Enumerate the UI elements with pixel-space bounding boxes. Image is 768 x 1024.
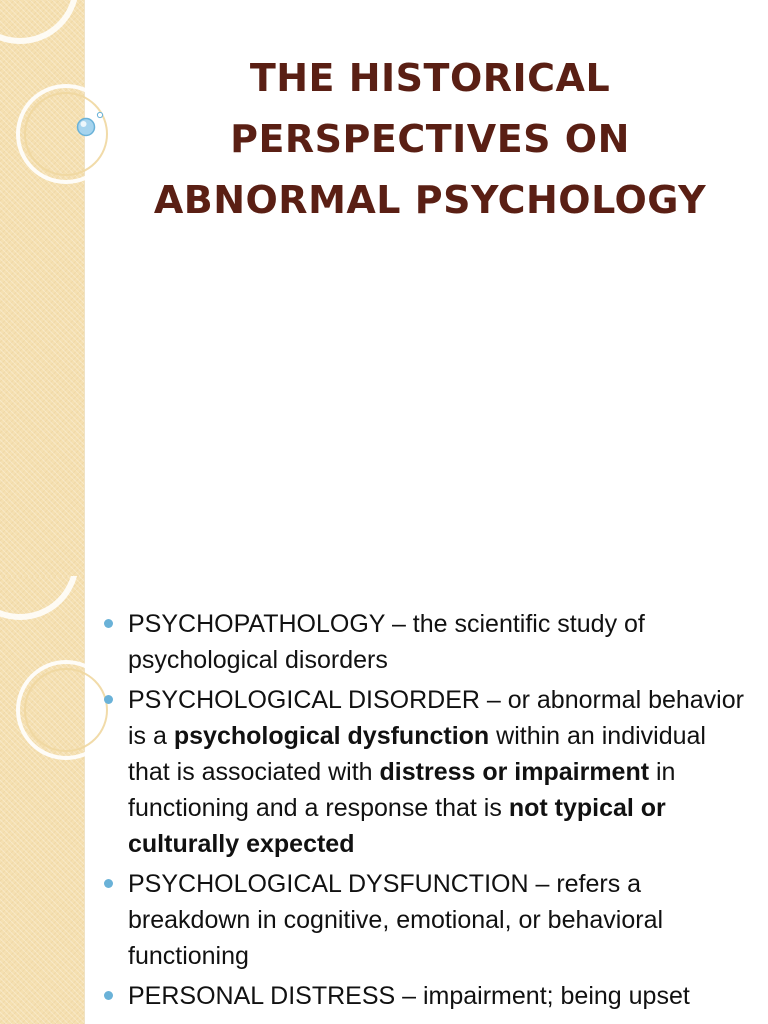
bullet-item: [102, 606, 752, 678]
decorative-side-stripe: [0, 576, 84, 1024]
decorative-side-stripe: [0, 0, 84, 576]
bold-text-segment: not typical or culturally expected: [128, 794, 666, 858]
bullet-item: [102, 866, 752, 974]
bullet-item: [102, 978, 752, 1014]
stripe-divider: [84, 0, 85, 576]
round-bullet-icon: [104, 619, 113, 628]
bullet-item: [102, 682, 752, 862]
bold-text-segment: distress or impairment: [379, 758, 650, 786]
round-bullet-icon: [104, 879, 113, 888]
text-segment: in functioning and a response that is: [128, 758, 676, 822]
slide-title: THE HISTORICAL PERSPECTIVES ON ABNORMAL PSYCHOLOGY: [153, 56, 707, 222]
bold-text-segment: psychological dysfunction: [173, 722, 490, 750]
slide-2: [0, 576, 768, 1024]
text-segment: PSYCHOLOGICAL DYSFUNCTION – refers a breakdown in cognitive, emotional, or behavioral functioning: [128, 870, 664, 970]
text-segment: PERSONAL DISTRESS – impairment; being upset: [128, 982, 690, 1010]
round-bullet-icon: [104, 695, 113, 704]
bullet-list: [102, 606, 752, 1018]
round-bullet-icon: [104, 991, 113, 1000]
text-segment: PSYCHOLOGICAL DISORDER – or abnormal behavior is a: [128, 686, 744, 750]
text-segment: PSYCHOPATHOLOGY – the scientific study of psychological disorders: [128, 610, 645, 674]
text-segment: within an individual that is associated with: [128, 722, 706, 786]
stripe-divider: [84, 576, 85, 1024]
